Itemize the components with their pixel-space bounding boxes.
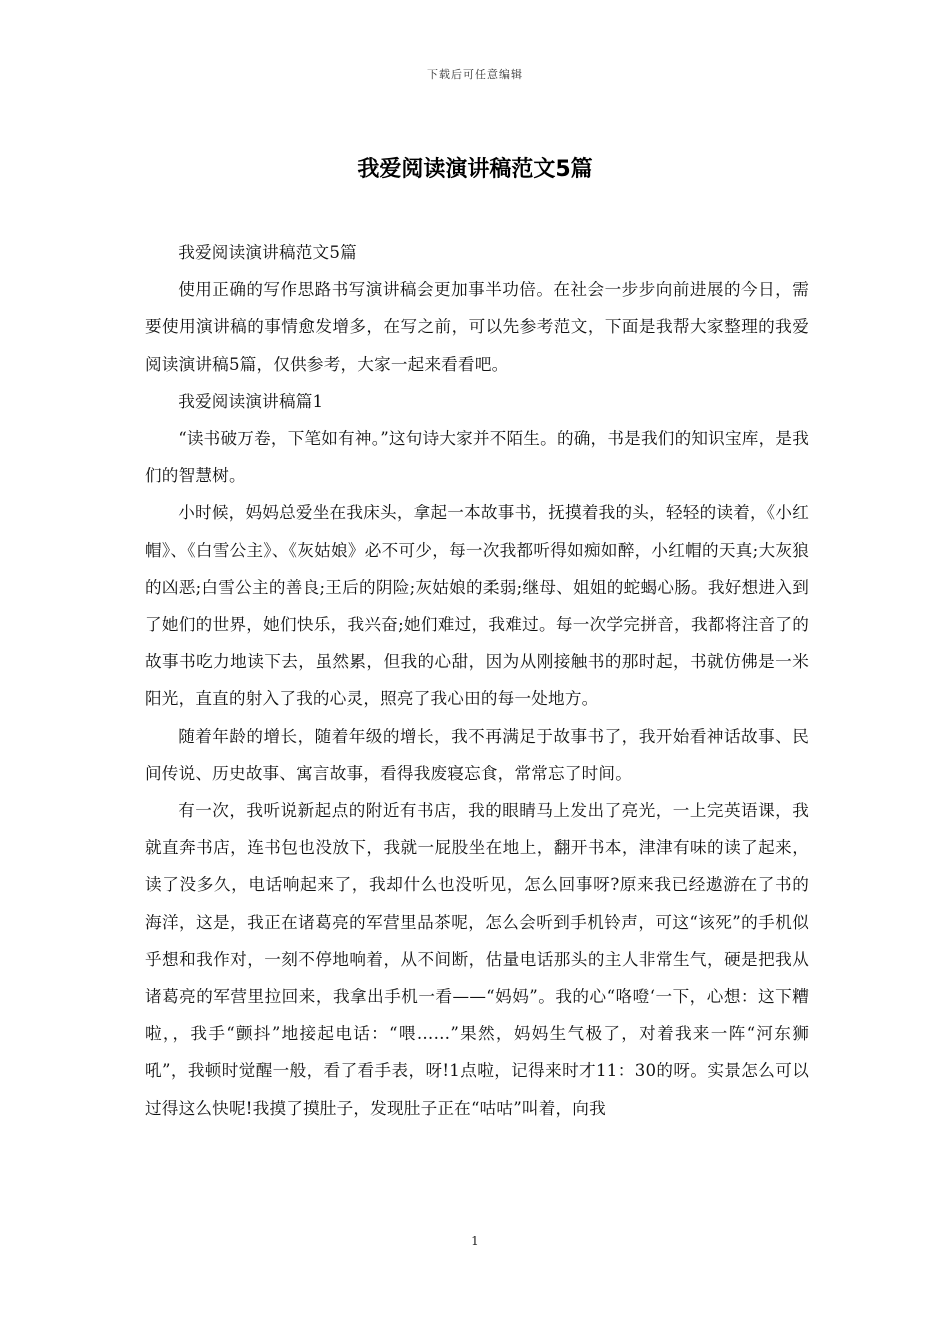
paragraph: 小时候，妈妈总爱坐在我床头，拿起一本故事书，抚摸着我的头，轻轻的读着，《小红帽》、《白雪公主》、《灰姑娘》必不可少，每一次我都听得如痴如醉，小红帽的天真;大灰狼的凶恶;白雪公主的善良;王后的阴险;灰姑娘的柔弱;继母、姐姐的蛇蝎心肠。我好想进入到了她们的世界，她们快乐，我兴奋;她们难过，我难过。每一次学完拼音，我都将注音了的故事书吃力地读下去，虽然累，但我的心甜，因为从刚接触书的那时起，书就仿佛是一米阳光，直直的射入了我的心灵，照亮了我心田的每一处地方。 [145, 503, 809, 709]
document-title: 我爱阅读演讲稿范文5篇 [357, 157, 593, 182]
page-number: 1 [471, 1234, 479, 1248]
document-body [145, 234, 809, 1127]
paragraph: 随着年龄的增长，随着年级的增长，我不再满足于故事书了，我开始看神话故事、民间传说、历史故事、寓言故事，看得我废寝忘食，常常忘了时间。 [145, 726, 809, 783]
paragraph: “读书破万卷，下笔如有神。”这句诗大家并不陌生。的确，书是我们的知识宝库，是我们的智慧树。 [145, 429, 809, 486]
paragraph-section-heading: 我爱阅读演讲稿篇1 [178, 391, 324, 411]
paragraph: 有一次，我听说新起点的附近有书店，我的眼睛马上发出了亮光，一上完英语课，我就直奔书店，连书包也没放下，我就一屁股坐在地上，翻开书本，津津有味的读了起来，读了没多久，电话响起来了，我却什么也没听见，怎么回事呀?原来我已经遨游在了书的海洋，这是，我正在诸葛亮的军营里品茶呢，怎么会听到手机铃声，可这“该死”的手机似乎想和我作对，一刻不停地响着，从不间断，估量电话那头的主人非常生气，硬是把我从诸葛亮的军营里拉回来，我拿出手机一看——“妈妈”。我的心“咯噔‘一下，心想：这下糟啦，，我手“颤抖”地接起电话：“喂……”果然，妈妈生气极了，对着我来一阵“河东狮吼”，我顿时觉醒一般，看了看手表，呀!1点啦，记得来时才11：30的呀。实景怎么可以过得这么快呢!我摸了摸肚子，发现肚子正在“咕咕”叫着，向我 [145, 801, 809, 1118]
paragraph-intro: 使用正确的写作思路书写演讲稿会更加事半功倍。在社会一步步向前进展的今日，需要使用演讲稿的事情愈发增多，在写之前，可以先参考范文，下面是我帮大家整理的我爱阅读演讲稿5篇，仅供参考，大家一起来看看吧。 [145, 280, 809, 374]
header-note: 下载后可任意编辑 [427, 68, 523, 81]
paragraph-subtitle: 我爱阅读演讲稿范文5篇 [178, 243, 357, 262]
